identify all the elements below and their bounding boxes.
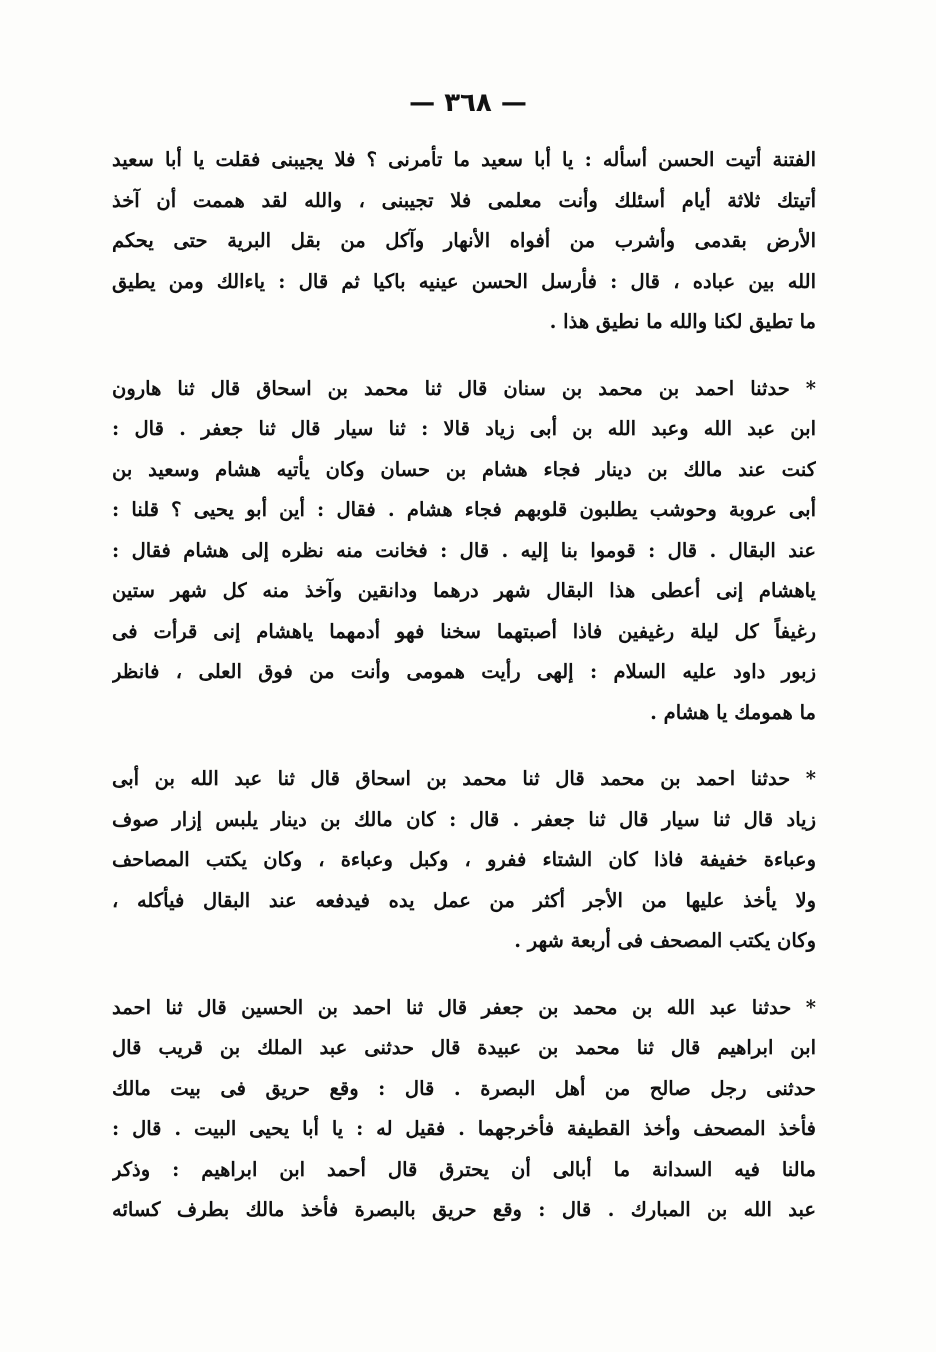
text-line: أتيتك ثلاثة أيام أسئلك وأنت معلمى فلا تجيبنى ، والله لقد هممت أن آخذ (112, 188, 816, 212)
text-line: مالنا فيه السدانة ما أبالى أن يحترق قال أحمد ابن ابراهيم : وذكر (112, 1157, 816, 1181)
text-line: ما همومك يا هشام . (650, 700, 816, 724)
text-line: ولا يأخذ عليها من الأجر أكثر من عمل يده فيدفعه عند البقال فيأكله ، (112, 888, 816, 912)
text-line: رغيفاً كل ليلة رغيفين فاذا أصبتهما سخنا فهو أدمهما ياهشام إنى قرأت فى (112, 619, 816, 643)
text-line: زياد قال ثنا سيار قال ثنا جعفر . قال : كان مالك بن دينار يلبس إزار صوف (112, 807, 816, 831)
paragraph (112, 759, 816, 962)
text-line: ما تطيق لكنا والله ما نطيق هذا . (549, 310, 816, 333)
text-line: أبى عروبة وحوشب يطلبون قلوبهم فجاء هشام . فقال : أين أبو يحيى ؟ قلنا : (112, 498, 816, 521)
text-line: عند البقال . قال : قوموا بنا إليه . قال : فخانت منه نظره إلى هشام فقال : (112, 538, 816, 562)
text-line: حدثنى رجل صالح من أهل البصرة . قال : وقع حريق فى بيت مالك (112, 1076, 816, 1100)
text-line: * حدثنا احمد بن محمد قال ثنا محمد بن اسحاق قال ثنا عبد الله بن أبى (112, 767, 816, 790)
text-line: كنت عند مالك بن دينار فجاء هشام بن حسان وكان يأتيه هشام وسعيد بن (112, 457, 816, 481)
text-line: زبور داود عليه السلام : إلهى رأيت همومى وأنت من فوق العلى ، فانظر (112, 660, 816, 683)
page-body (112, 140, 816, 1231)
page-number: — ٣٦٨ — (409, 88, 527, 118)
text-line: ابن ابراهيم قال ثنا محمد بن عبيدة قال حدثنى عبد الملك بن قريب قال (112, 1036, 816, 1059)
paragraph (112, 369, 816, 734)
text-line: ابن عبد الله وعبد الله بن أبى زياد قالا : ثنا سيار قال ثنا جعفر . قال : (112, 417, 816, 440)
text-line: فأخذ المصحف وأخذ القطيفة فأخرجهما . فقيل له : يا أبا يحيى البيت . قال : (112, 1117, 816, 1140)
text-line: الفتنة أتيت الحسن أسأله : يا أبا سعيد ما تأمرنى ؟ فلا يجيبنى فقلت يا أبا سعيد (112, 148, 816, 171)
text-line: وكان يكتب المصحف فى أربعة شهر . (514, 929, 816, 952)
text-line: * حدثنا عبد الله بن محمد بن جعفر قال ثنا احمد بن الحسين قال ثنا احمد (112, 995, 816, 1019)
text-line: * حدثنا احمد بن محمد بن سنان قال ثنا محمد بن اسحاق قال ثنا هارون (112, 376, 816, 400)
paragraph (112, 140, 816, 343)
text-line: الأرض بقدمى وأشرب من أفواه الأنهار وآكل من بقل البرية حتى يحكم (112, 229, 816, 252)
text-line: ياهشام إنى أعطى هذا البقال شهر درهما ودانقين وآخذ منه كل شهر ستين (112, 579, 816, 602)
text-line: وعباءة خفيفة فاذا كان الشتاء ففرو ، وكبل وعباءة ، وكان يكتب المصاحف (112, 848, 816, 871)
text-line: عبد الله بن المبارك . قال : وقع حريق بالبصرة فأخذ مالك بطرف كسائه (112, 1198, 816, 1221)
text-line: الله بين عباده ، قال : فأرسل الحسن عينيه باكيا ثم قال : ياءالك ومن يطيق (112, 269, 816, 293)
paragraph (112, 988, 816, 1231)
